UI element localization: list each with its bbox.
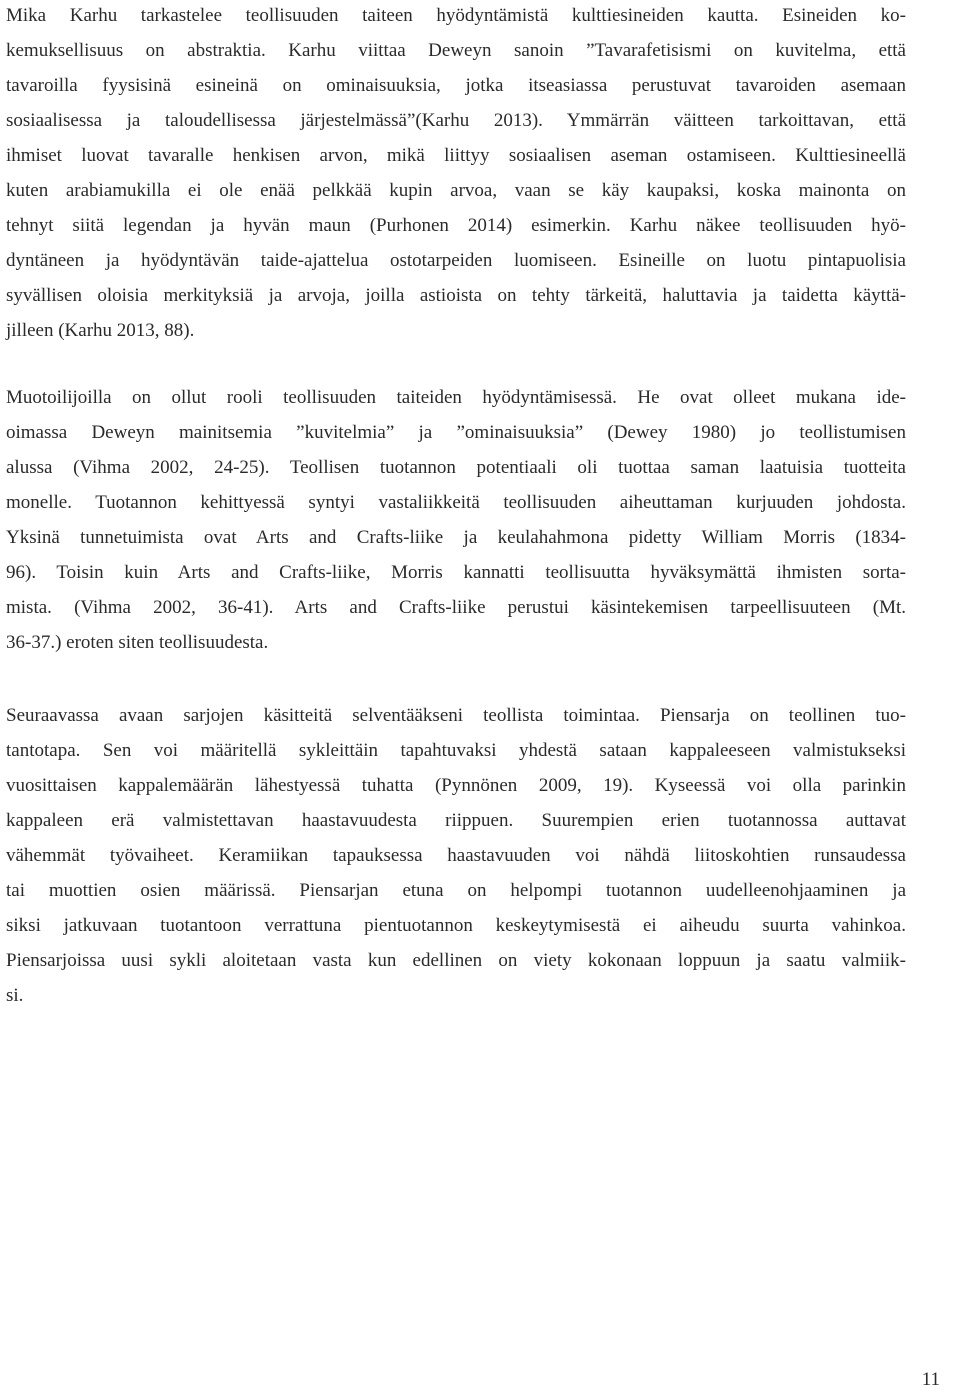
text-line-last: si. — [6, 985, 24, 1006]
text-line: siksi jatkuvaan tuotantoon verrattuna pientuotannon keskeytymisestä ei aiheudu suurta vahinkoa. — [6, 915, 906, 936]
text-line: Piensarjoissa uusi sykli aloitetaan vasta kun edellinen on viety kokonaan loppuun ja saatu valmiik- — [6, 950, 906, 971]
paragraph-2 — [6, 380, 906, 660]
text-line: kemuksellisuus on abstraktia. Karhu viittaa Deweyn sanoin ”Tavarafetisismi on kuvitelma, että — [6, 40, 906, 61]
text-line: oimassa Deweyn mainitsemia ”kuvitelmia” ja ”ominaisuuksia” (Dewey 1980) jo teollistumisen — [6, 422, 906, 443]
text-line: ihmiset luovat tavaralle henkisen arvon, mikä liittyy sosiaalisen aseman ostamiseen. Kulttiesineellä — [6, 145, 906, 166]
paragraph-1 — [6, 0, 906, 348]
text-line: tantotapa. Sen voi määritellä sykleittäin tapahtuvaksi yhdestä sataan kappaleeseen valmistukseksi — [6, 740, 906, 761]
text-line: kuten arabiamukilla ei ole enää pelkkää kupin arvoa, vaan se käy kaupaksi, koska mainonta on — [6, 180, 906, 201]
text-line: tavaroilla fyysisinä esineinä on ominaisuuksia, jotka itseasiassa perustuvat tavaroiden asemaan — [6, 75, 906, 96]
text-line: sosiaalisessa ja taloudellisessa järjestelmässä”(Karhu 2013). Ymmärrän väitteen tarkoittavan, että — [6, 110, 906, 131]
text-line-last: jilleen (Karhu 2013, 88). — [6, 320, 195, 341]
text-line: tehnyt siitä legendan ja hyvän maun (Purhonen 2014) esimerkin. Karhu näkee teollisuuden hyö- — [6, 215, 906, 236]
text-line: Seuraavassa avaan sarjojen käsitteitä selventääkseni teollista toimintaa. Piensarja on teollinen tuo- — [6, 705, 906, 726]
text-line: syvällisen oloisia merkityksiä ja arvoja, joilla astioista on tehty tärkeitä, haluttavia ja taidetta käyttä- — [6, 285, 906, 306]
text-line: Mika Karhu tarkastelee teollisuuden taiteen hyödyntämistä kulttiesineiden kautta. Esineiden ko- — [6, 5, 906, 26]
text-line: alussa (Vihma 2002, 24-25). Teollisen tuotannon potentiaali oli tuottaa saman laatuisia tuotteita — [6, 457, 906, 478]
text-line: 96). Toisin kuin Arts and Crafts-liike, Morris kannatti teollisuutta hyväksymättä ihmisten sorta- — [6, 562, 906, 583]
paragraph-3 — [6, 698, 906, 1013]
text-line: Muotoilijoilla on ollut rooli teollisuuden taiteiden hyödyntämisessä. He ovat olleet mukana ide- — [6, 387, 906, 408]
text-line: mista. (Vihma 2002, 36-41). Arts and Crafts-liike perustui käsintekemisen tarpeellisuuteen (Mt. — [6, 597, 906, 618]
text-line-last: 36-37.) eroten siten teollisuudesta. — [6, 632, 269, 653]
text-line: tai muottien osien määrissä. Piensarjan etuna on helpompi tuotannon uudelleenohjaaminen ja — [6, 880, 906, 901]
text-line: vähemmät työvaiheet. Keramiikan tapauksessa haastavuuden voi nähdä liitoskohtien runsaudessa — [6, 845, 906, 866]
page-number: 11 — [921, 1369, 940, 1390]
text-line: kappaleen erä valmistettavan haastavuudesta riippuen. Suurempien erien tuotannossa auttavat — [6, 810, 906, 831]
text-line: dyntäneen ja hyödyntävän taide-ajattelua ostotarpeiden luomiseen. Esineille on luotu pintapuolisia — [6, 250, 906, 271]
text-line: Yksinä tunnetuimista ovat Arts and Crafts-liike ja keulahahmona pidetty William Morris (1834- — [6, 527, 906, 548]
text-line: vuosittaisen kappalemäärän lähestyessä tuhatta (Pynnönen 2009, 19). Kyseessä voi olla parinkin — [6, 775, 906, 796]
text-line: monelle. Tuotannon kehittyessä syntyi vastaliikkeitä teollisuuden aiheuttaman kurjuuden johdosta. — [6, 492, 906, 513]
